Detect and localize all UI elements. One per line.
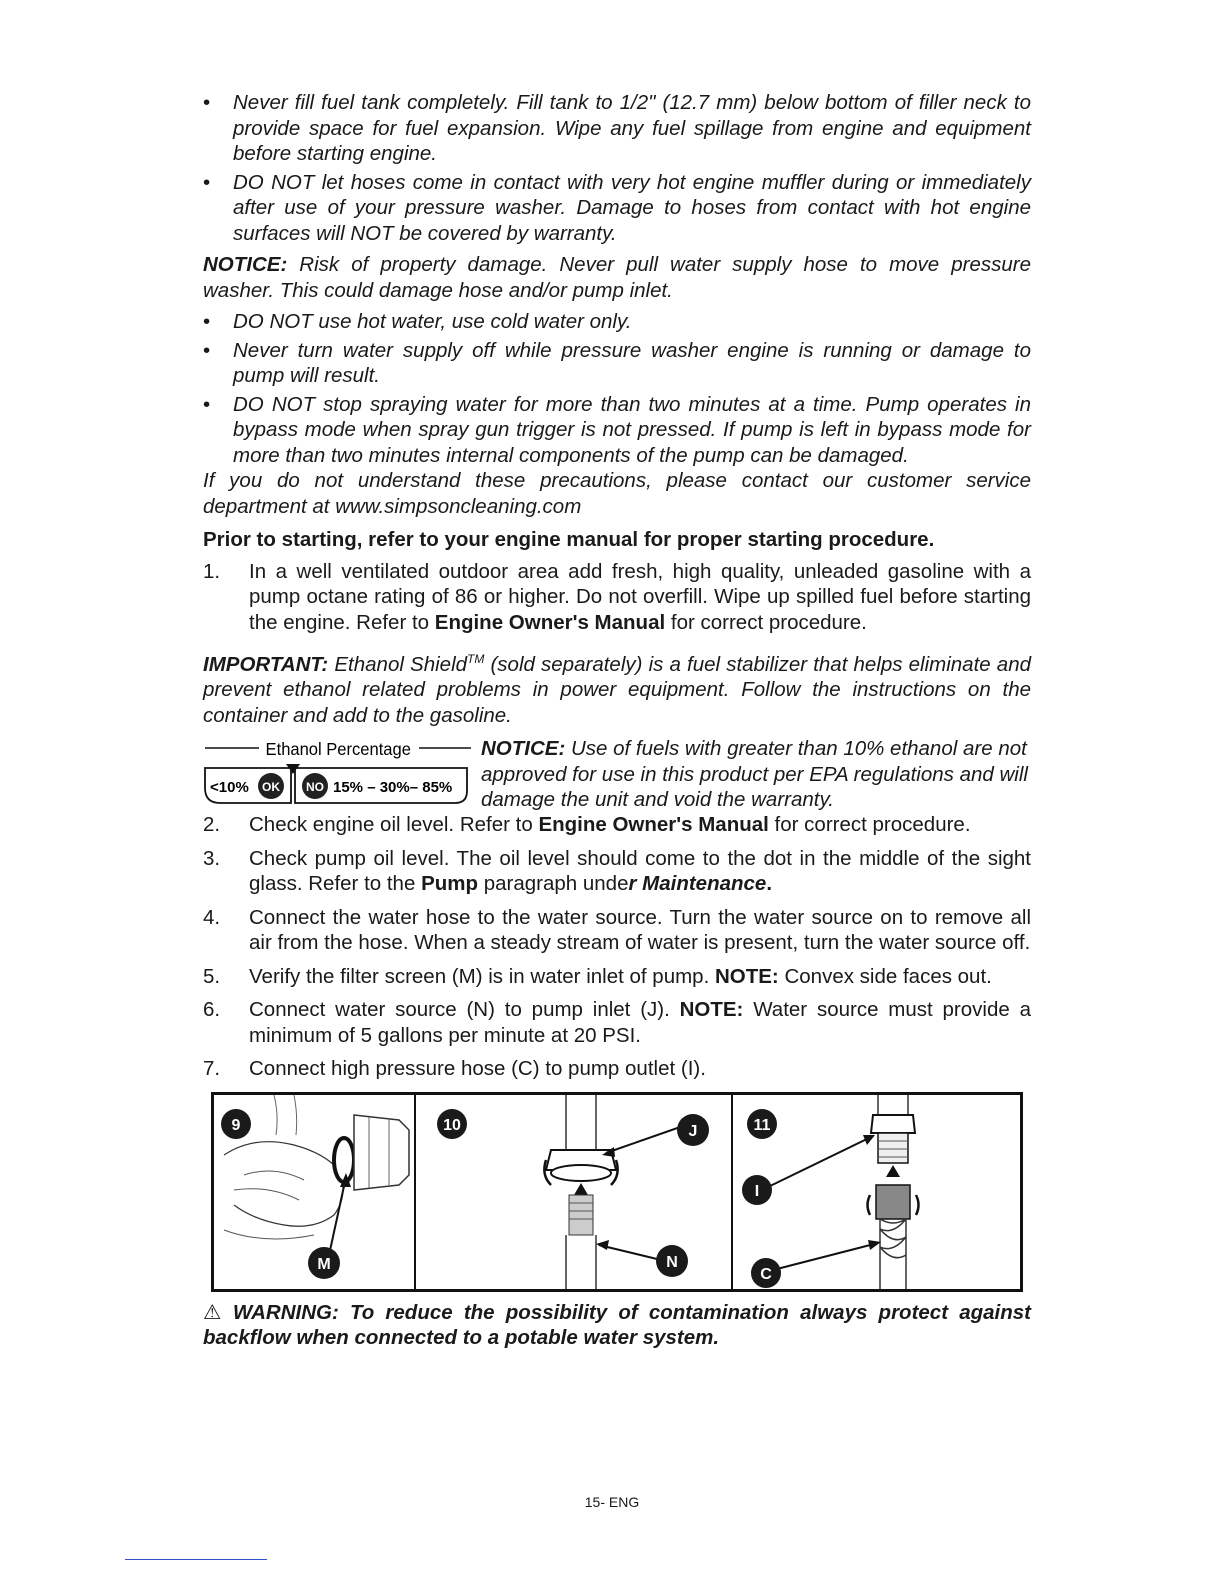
warning-backflow bbox=[203, 1300, 1031, 1351]
important-ethanol-shield bbox=[203, 647, 1031, 728]
step-5 bbox=[203, 964, 1031, 990]
ok-range: <10% bbox=[210, 779, 249, 797]
figure-number-9: 9 bbox=[231, 1116, 241, 1134]
manual-reference: Engine Owner's Manual bbox=[434, 610, 666, 634]
ethanol-section bbox=[203, 736, 1031, 812]
contact-paragraph: If you do not understand these precautions, please contact our customer service department at www.simpsoncleaning.com bbox=[203, 469, 1031, 518]
step-text: Connect the water hose to the water source. Turn the water source on to remove all air from the hose. When a steady stream of water is present, turn the water source off. bbox=[249, 905, 1031, 955]
figure-9-filter-screen bbox=[214, 1095, 414, 1289]
pump-reference: Pump bbox=[421, 872, 479, 896]
step-number: 6. bbox=[203, 998, 221, 1022]
note-label: NOTE: bbox=[679, 998, 744, 1022]
ethanol-percentage-graphic bbox=[203, 736, 473, 806]
ethanol-title: Ethanol Percentage bbox=[265, 738, 411, 760]
step-text: Check pump oil level. The oil level should come to the dot in the middle of the sight glass. Refer to the bbox=[249, 846, 1031, 896]
bullet-fuel-tank: • Never fill fuel tank completely. Fill tank to 1/2" (12.7 mm) below bottom of filler neck to provide space for fuel expansion. Wipe any fuel spillage from engine and equipment before starting engine. bbox=[203, 90, 1031, 167]
step-text: Connect high pressure hose (C) to pump outlet (I). bbox=[249, 1057, 706, 1081]
important-label: IMPORTANT: bbox=[203, 652, 329, 676]
no-badge: NO bbox=[306, 780, 324, 795]
step-4 bbox=[203, 905, 1031, 956]
bullet-cold-water: • DO NOT use hot water, use cold water only. bbox=[203, 309, 1031, 335]
manual-reference: Engine Owner's Manual bbox=[538, 813, 769, 837]
ethanol-notice bbox=[481, 736, 1031, 813]
bullet-bypass-mode: • DO NOT stop spraying water for more than two minutes at a time. Pump operates in bypass mode when spray gun trigger is not pressed. If pump is left in bypass mode for more than two minutes internal components of the pump can be damaged. bbox=[203, 392, 1031, 469]
step-text: paragraph unde bbox=[478, 872, 629, 896]
step-number: 2. bbox=[203, 813, 221, 837]
step-text: Connect water source (N) to pump inlet (J). bbox=[249, 998, 680, 1022]
bullet-hoses-muffler: • DO NOT let hoses come in contact with very hot engine muffler during or immediately after use of your pressure washer. Damage to hoses from contact with hot engine surfaces will NOT be covered by warranty. bbox=[203, 170, 1031, 247]
step-text: Water source must provide a minimum of 5 gallons per minute at 20 PSI. bbox=[249, 998, 1031, 1047]
step-text: In a well ventilated outdoor area add fresh, high quality, unleaded gasoline with a pump octane rating of 86 or higher. Do not overfill. Wipe up spilled fuel before starting the engine. Refer to bbox=[249, 559, 1031, 634]
trademark: TM bbox=[467, 652, 485, 666]
notice-text: Risk of property damage. Never pull water supply hose to move pressure washer. This could damage hose and/or pump inlet. bbox=[203, 253, 1031, 302]
step-number: 4. bbox=[203, 905, 221, 929]
bullet-water-supply: • Never turn water supply off while pressure washer engine is running or damage to pump will result. bbox=[203, 338, 1031, 389]
callout-m: M bbox=[317, 1255, 331, 1273]
figure-number-11: 11 bbox=[753, 1116, 771, 1134]
callout-i: I bbox=[754, 1182, 760, 1200]
important-text: (sold separately) is a fuel stabilizer that helps eliminate and prevent ethanol related problems in power equipment. Follow the instructions on the container and add to the gasoline. bbox=[203, 652, 1032, 727]
figure-panel bbox=[211, 1092, 1023, 1292]
notice-label: NOTICE: bbox=[203, 253, 288, 276]
callout-c: C bbox=[760, 1265, 772, 1283]
step-7 bbox=[203, 1056, 1031, 1082]
figure-number-10: 10 bbox=[443, 1116, 461, 1134]
step-3 bbox=[203, 846, 1031, 897]
step-number: 7. bbox=[203, 1057, 221, 1081]
callout-n: N bbox=[666, 1253, 678, 1271]
step-number: 3. bbox=[203, 846, 221, 870]
step-2 bbox=[203, 812, 1031, 838]
step-6 bbox=[203, 997, 1031, 1048]
notice-text: Use of fuels with greater than 10% ethanol are not approved for use in this product per EPA regulations and will damage the unit and void the warranty. bbox=[481, 737, 1028, 812]
prior-to-starting: Prior to starting, refer to your engine manual for proper starting procedure. bbox=[203, 528, 935, 551]
step-text: Check engine oil level. Refer to bbox=[249, 813, 539, 837]
page-footer: 15- ENG bbox=[584, 1494, 640, 1510]
step-text: for correct procedure. bbox=[665, 610, 867, 634]
maintenance-reference: r Maintenance bbox=[628, 872, 767, 896]
step-text: . bbox=[766, 872, 773, 896]
step-number: 5. bbox=[203, 964, 221, 988]
warning-text: WARNING: To reduce the possibility of contamination always protect against backflow when connected to a potable water system. bbox=[203, 1300, 1031, 1350]
warning-triangle-icon: ⚠ bbox=[203, 1300, 227, 1324]
callout-j: J bbox=[688, 1122, 698, 1140]
step-number: 1. bbox=[203, 559, 221, 583]
step-text: Verify the filter screen (M) is in water inlet of pump. bbox=[249, 964, 715, 988]
notice-label: NOTICE: bbox=[481, 737, 566, 761]
step-text: for correct procedure. bbox=[768, 813, 971, 837]
note-label: NOTE: bbox=[714, 964, 779, 988]
step-1 bbox=[203, 559, 1031, 636]
step-text: Convex side faces out. bbox=[778, 964, 992, 988]
figure-10-pump-inlet bbox=[416, 1095, 731, 1289]
footer-rule bbox=[125, 1559, 267, 1560]
figure-11-pump-outlet bbox=[733, 1095, 1020, 1289]
manual-page bbox=[203, 90, 1031, 1351]
no-range: 15% – 30%– 85% bbox=[333, 779, 453, 797]
ok-badge: OK bbox=[262, 780, 280, 795]
important-text: Ethanol Shield bbox=[328, 652, 468, 676]
notice-water-hose bbox=[203, 252, 1031, 303]
